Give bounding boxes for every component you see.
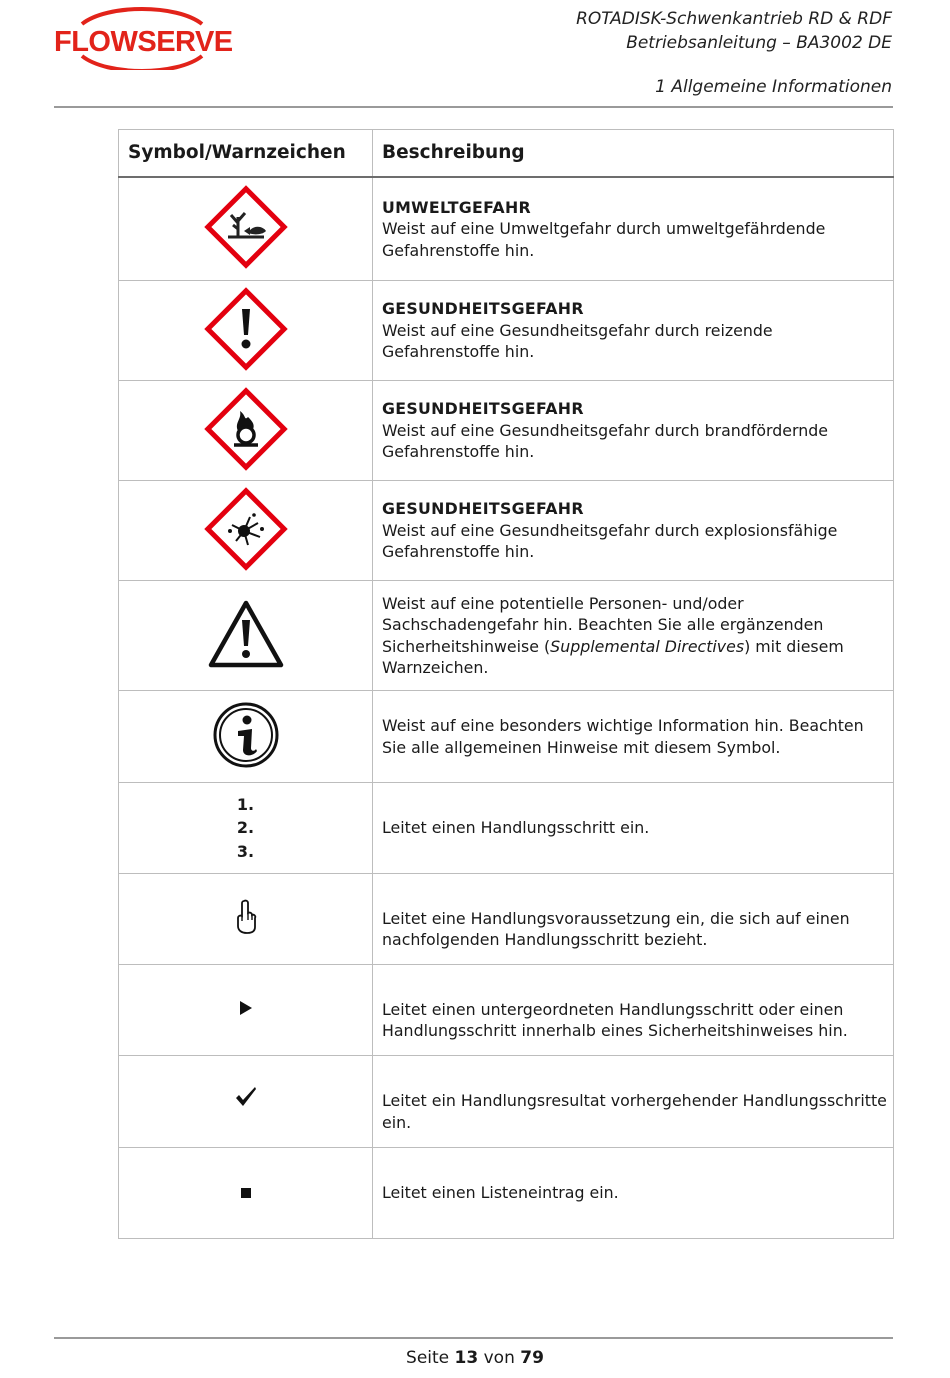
table-row [119,691,894,783]
description-cell [373,177,894,281]
exclamation-hazard-icon [204,287,288,371]
symbol-cell [119,783,373,874]
description-text: Weist auf eine Gesundheitsgefahr durch explosionsfähige Gefahrenstoffe hin. [382,520,838,562]
warning-triangle-icon [206,598,286,670]
pointing-hand-icon [235,899,257,935]
description-text: Weist auf eine besonders wichtige Information hin. Beachten Sie alle allgemeinen Hinweise mit diesem Symbol. [382,716,864,757]
hazard-label: GESUNDHEITSGEFAHR [382,499,584,519]
description-cell [373,381,894,481]
symbol-cell [119,965,373,1056]
description-text: Weist auf eine Gesundheitsgefahr durch reizende Gefahrenstoffe hin. [382,320,773,362]
table-row [119,381,894,481]
description-cell [373,581,894,691]
table-row [119,965,894,1056]
description-cell [373,691,894,783]
description-cell [373,874,894,965]
table-row [119,874,894,965]
square-bullet-icon [240,1187,252,1199]
symbol-cell [119,177,373,281]
description-text: Weist auf eine potentielle Personen- und/oder Sachschadengefahr hin. Beachten Sie alle ergänzenden Sicherheitshinweise ( [382,593,824,656]
description-cell [373,481,894,581]
checkmark-icon [234,1085,258,1109]
step-number: 3. [236,841,255,861]
description-text: Leitet einen untergeordneten Handlungsschritt oder einen Handlungsschritt innerhalb eines Sicherheitshinweises hin. [382,999,848,1040]
description-text: ) mit diesem Warnzeichen. [382,636,844,677]
environment-hazard-icon [204,185,288,269]
table-row [119,281,894,381]
triangle-bullet-icon [238,999,254,1017]
description-cell [373,1148,894,1239]
symbol-cell [119,1148,373,1239]
description-text: Leitet einen Handlungsschritt ein. [382,818,650,838]
table-row [119,1056,894,1148]
table-row [119,481,894,581]
description-cell [373,783,894,874]
symbol-cell [119,1056,373,1148]
footer-mid: von [483,1348,515,1368]
section-title: 1 Allgemeine Informationen [655,77,892,97]
table-row [119,1148,894,1239]
symbol-table [118,129,894,1239]
symbol-cell [119,381,373,481]
step-number: 2. [236,818,255,838]
description-cell [373,965,894,1056]
table-row [119,783,894,874]
logo-text: FLOWSERVE [54,26,233,58]
symbol-cell [119,281,373,381]
table-header-row [119,130,894,177]
explosive-hazard-icon [204,487,288,571]
symbol-cell [119,691,373,783]
page-footer [0,1348,950,1368]
description-text: Leitet eine Handlungsvoraussetzung ein, die sich auf einen nachfolgenden Handlungsschritt bezieht. [382,908,850,949]
doc-title: ROTADISK-Schwenkantrieb RD & RDF [576,9,892,29]
header-divider [54,106,893,108]
total-page-number: 79 [520,1348,544,1368]
footer-prefix: Seite [406,1348,450,1368]
table-row [119,581,894,691]
description-text: Weist auf eine Gesundheitsgefahr durch brandfördernde Gefahrenstoffe hin. [382,420,828,462]
step-number: 1. [236,794,255,814]
flowserve-logo [52,6,232,70]
symbol-cell [119,874,373,965]
hazard-label: UMWELTGEFAHR [382,197,531,217]
table-row [119,177,894,281]
symbol-cell [119,581,373,691]
doc-subtitle: Betriebsanleitung – BA3002 DE [626,33,892,53]
hazard-label: GESUNDHEITSGEFAHR [382,399,584,419]
column-header-description: Beschreibung [373,130,894,177]
description-cell [373,281,894,381]
current-page-number: 13 [454,1348,479,1368]
oxidizing-hazard-icon [204,387,288,471]
symbol-cell [119,481,373,581]
column-header-symbol: Symbol/Warnzeichen [119,130,373,177]
hazard-label: GESUNDHEITSGEFAHR [382,299,584,319]
description-text-italic: Supplemental Directives [550,636,745,656]
description-text: Leitet ein Handlungsresultat vorhergehender Handlungsschritte ein. [382,1091,887,1132]
description-cell [373,1056,894,1148]
footer-divider [54,1337,893,1339]
info-icon [212,701,280,769]
description-text: Leitet einen Listeneintrag ein. [382,1183,619,1203]
description-text: Weist auf eine Umweltgefahr durch umweltgefährdende Gefahrenstoffe hin. [382,219,826,260]
